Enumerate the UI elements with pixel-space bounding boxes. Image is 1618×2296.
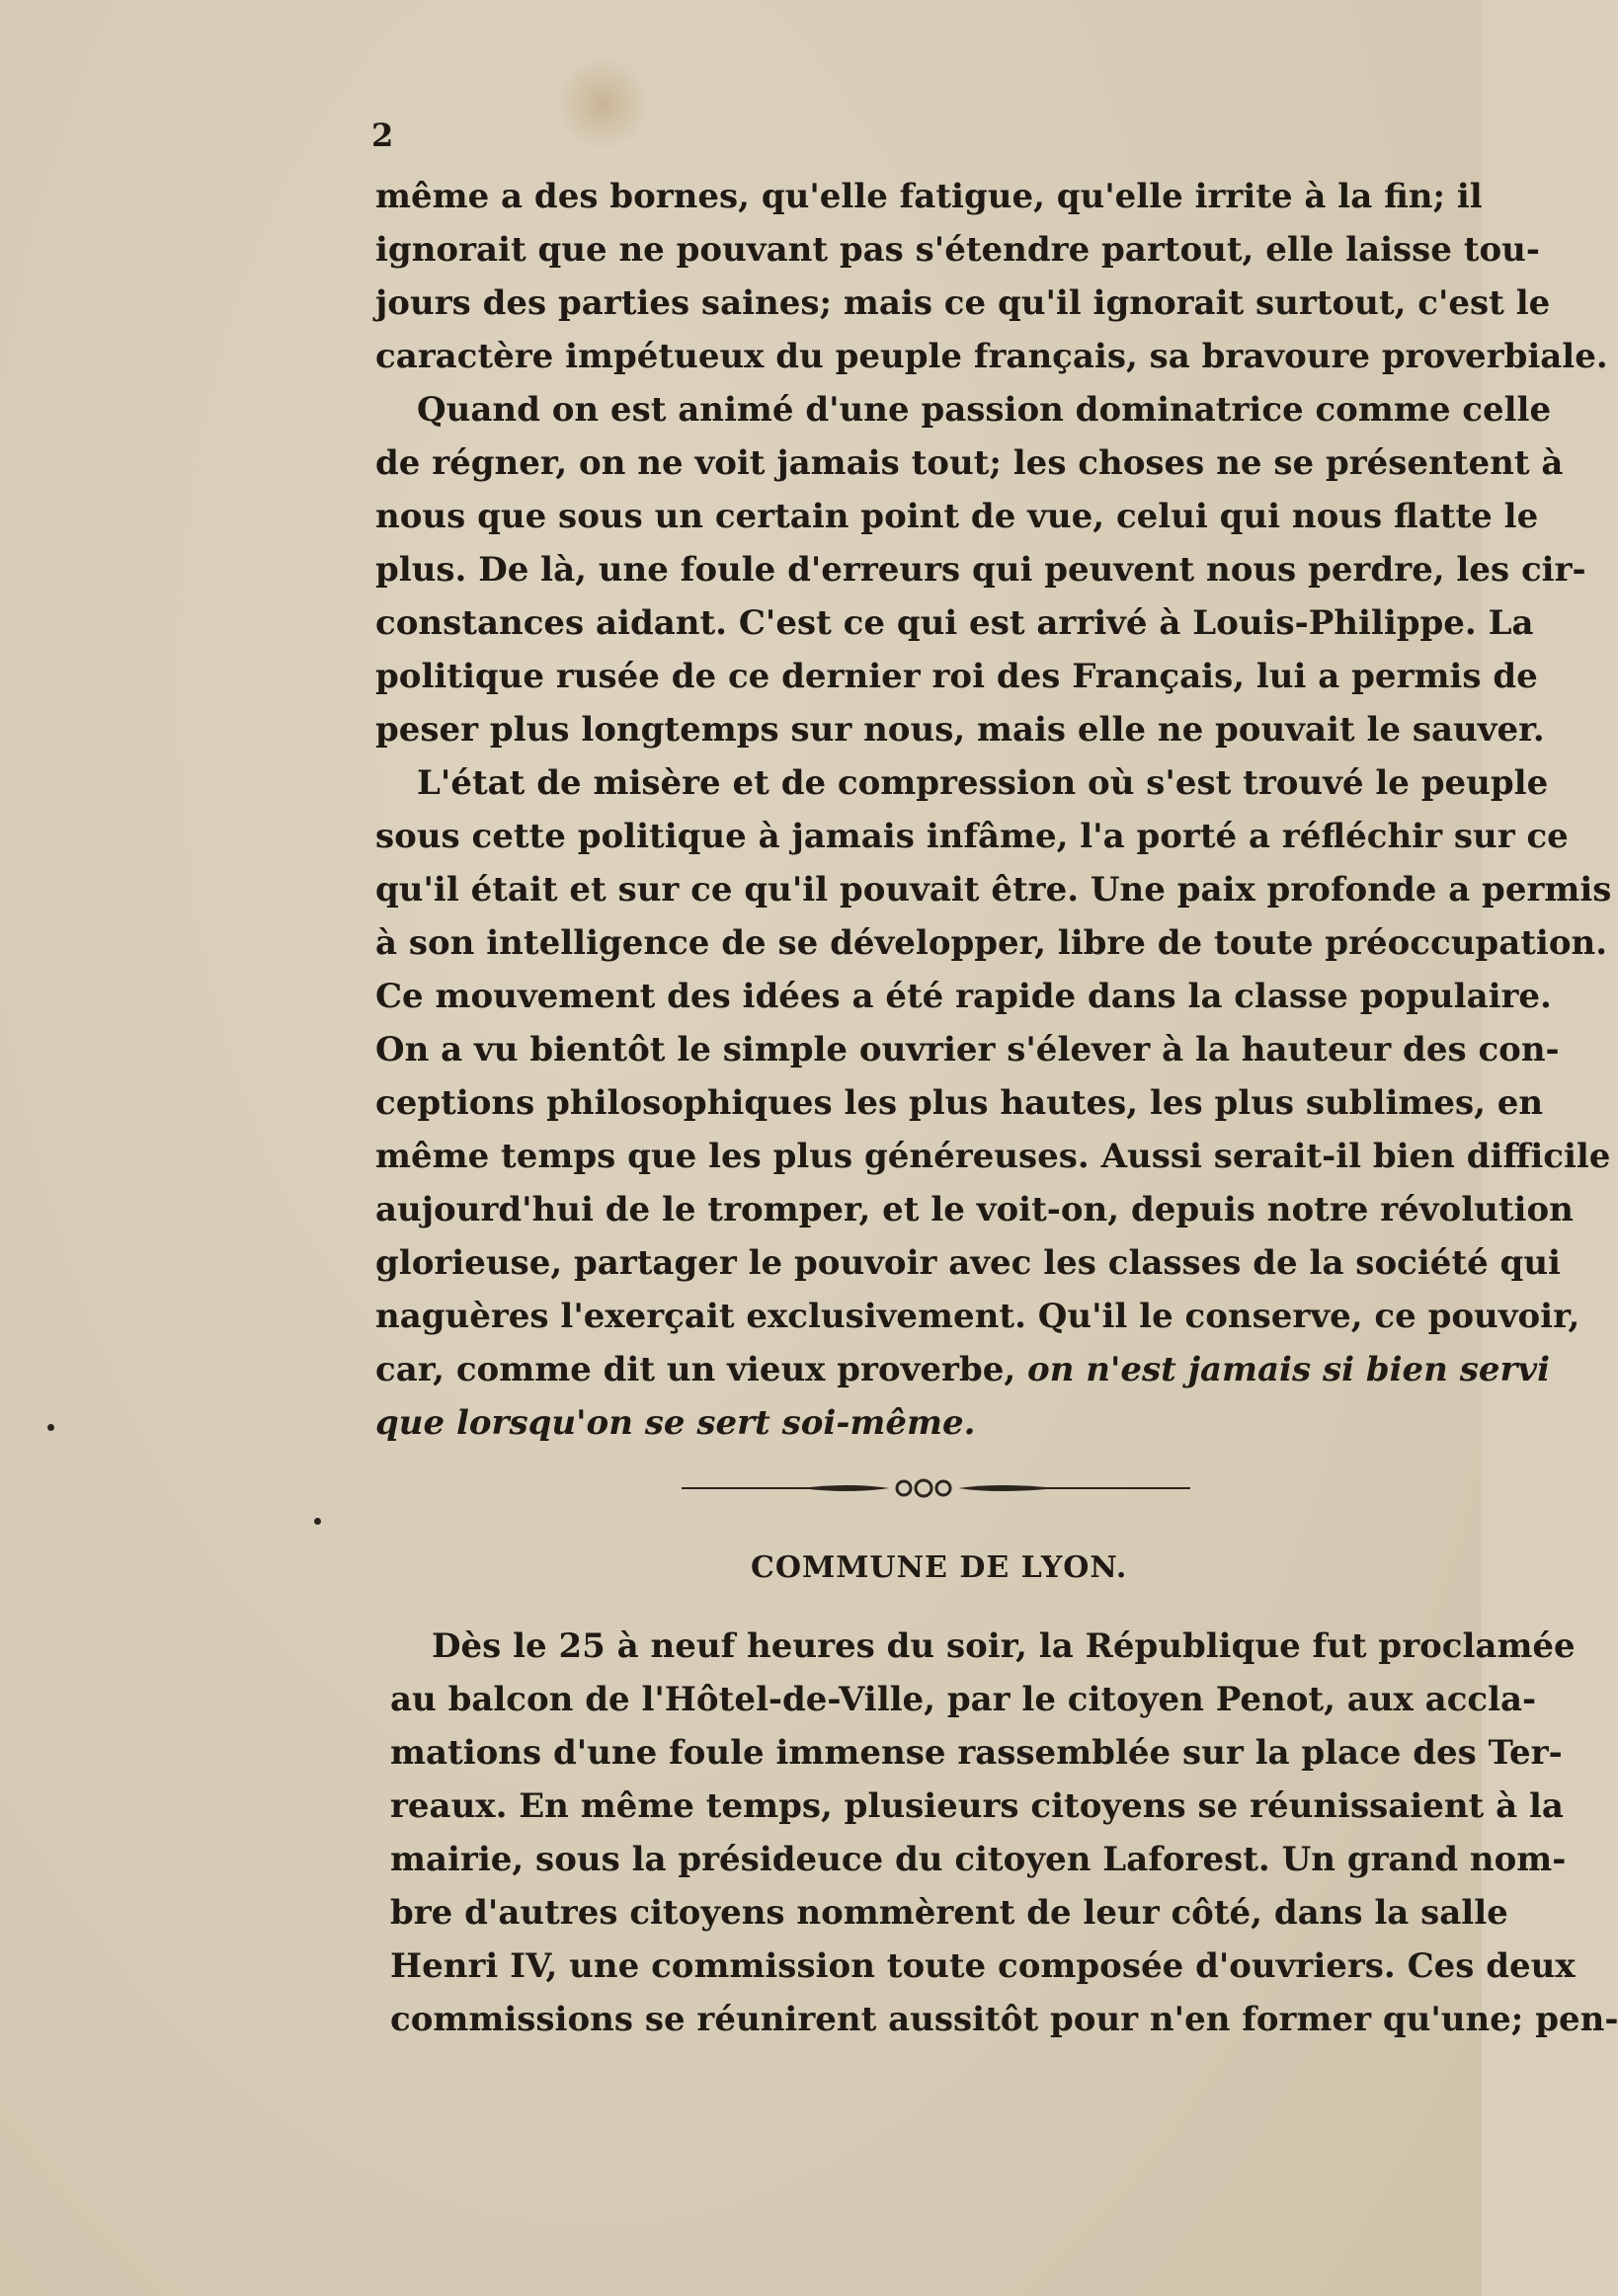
text-line: L'état de misère et de compression où s'est trouvé le peuple — [417, 763, 1549, 803]
ink-speck — [314, 1518, 321, 1525]
text-line: ceptions philosophiques les plus hautes, les plus sublimes, en — [375, 1083, 1544, 1123]
body-text-bottom — [390, 1620, 1618, 2046]
section-title: COMMUNE DE LYON. — [751, 1550, 1128, 1585]
text-line — [375, 1396, 1452, 1450]
ink-speck — [47, 1424, 54, 1431]
text-line: glorieuse, partager le pouvoir avec les classes de la société qui — [375, 1243, 1561, 1283]
text-line: plus. De là, une foule d'erreurs qui peuvent nous perdre, les cir- — [375, 550, 1586, 590]
text-line-mixed — [375, 1343, 1551, 1396]
paper-stain — [553, 59, 652, 148]
text-line: au balcon de l'Hôtel-de-Ville, par le citoyen Penot, aux accla- — [390, 1680, 1537, 1719]
text-line: nous que sous un certain point de vue, celui qui nous flatte le — [375, 497, 1539, 536]
text-line: naguères l'exerçait exclusivement. Qu'il le conserve, ce pouvoir, — [375, 1297, 1580, 1336]
text-line: aujourd'hui de le tromper, et le voit-on, depuis notre révolution — [375, 1190, 1574, 1229]
ornamental-divider — [682, 1476, 1190, 1500]
text-line: Dès le 25 à neuf heures du soir, la République fut proclamée — [432, 1626, 1576, 1666]
body-text-top — [375, 170, 1612, 1450]
text-line: Henri IV, une commission toute composée d'ouvriers. Ces deux — [390, 1946, 1576, 1986]
text-line: ignorait que ne pouvant pas s'étendre partout, elle laisse tou- — [375, 230, 1540, 270]
text-line: politique rusée de ce dernier roi des Français, lui a permis de — [375, 657, 1538, 696]
text-line: reaux. En même temps, plusieurs citoyens se réunissaient à la — [390, 1786, 1564, 1826]
page-number: 2 — [371, 117, 394, 154]
text-line: commissions se réunirent aussitôt pour n'en former qu'une; pen- — [390, 2000, 1618, 2039]
text-line: constances aidant. C'est ce qui est arrivé à Louis-Philippe. La — [375, 603, 1534, 643]
text-line: On a vu bientôt le simple ouvrier s'élever à la hauteur des con- — [375, 1030, 1560, 1069]
text-line: même temps que les plus généreuses. Aussi serait-il bien difficile — [375, 1137, 1611, 1176]
text-line: de régner, on ne voit jamais tout; les choses ne se présentent à — [375, 443, 1564, 483]
text-line: à son intelligence de se développer, libre de toute préoccupation. — [375, 923, 1608, 963]
text-line: mairie, sous la présideuce du citoyen Laforest. Un grand nom- — [390, 1840, 1567, 1879]
text-line: Quand on est animé d'une passion dominatrice comme celle — [417, 390, 1552, 430]
italic-proverb-end: que lorsqu'on se sert soi-même. — [375, 1403, 976, 1443]
text-line: jours des parties saines; mais ce qu'il ignorait surtout, c'est le — [375, 283, 1551, 323]
text-line: sous cette politique à jamais infâme, l'a porté a réfléchir sur ce — [375, 817, 1569, 856]
italic-proverb: on n'est jamais si bien servi — [1027, 1350, 1551, 1389]
text-segment: car, comme dit un vieux proverbe, — [375, 1350, 1028, 1389]
text-line: Ce mouvement des idées a été rapide dans la classe populaire. — [375, 977, 1552, 1016]
text-line: peser plus longtemps sur nous, mais elle ne pouvait le sauver. — [375, 710, 1545, 750]
text-line: mations d'une foule immense rassemblée sur la place des Ter- — [390, 1733, 1563, 1773]
text-line: caractère impétueux du peuple français, sa bravoure proverbiale. — [375, 337, 1608, 376]
text-line: qu'il était et sur ce qu'il pouvait être. Une paix profonde a permis — [375, 870, 1612, 910]
text-line: bre d'autres citoyens nommèrent de leur côté, dans la salle — [390, 1893, 1508, 1933]
text-line: même a des bornes, qu'elle fatigue, qu'elle irrite à la fin; il — [375, 177, 1483, 216]
